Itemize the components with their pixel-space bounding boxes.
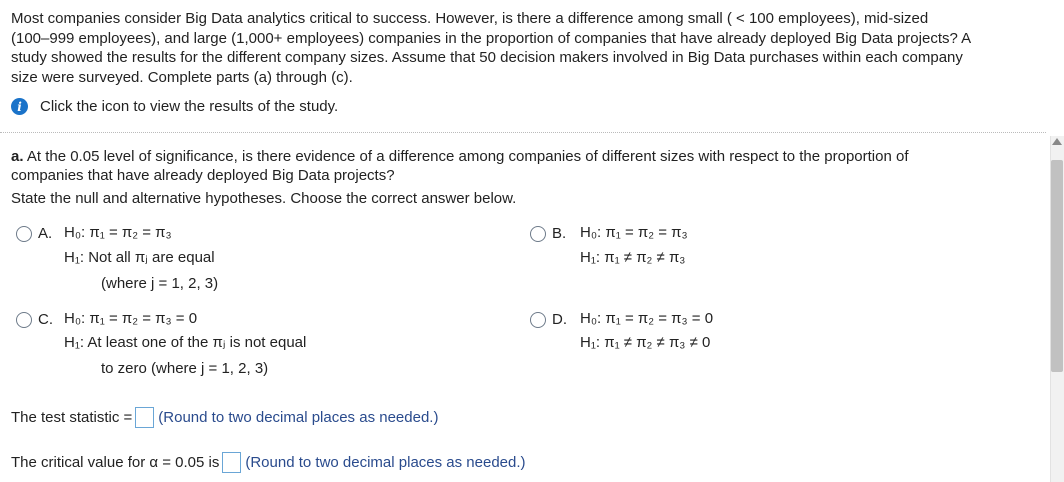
section-divider — [0, 132, 1046, 133]
question-a-text-cont: companies that have already deployed Big Data projects? — [11, 167, 395, 184]
option-d-letter: D. — [552, 311, 567, 328]
info-icon[interactable]: i — [11, 98, 28, 115]
question-a — [11, 147, 1041, 185]
study-results-link-row — [11, 98, 338, 115]
critical-value-label: The critical value for α = 0.05 is — [11, 454, 220, 471]
question-a-text: At the 0.05 level of significance, is there evidence of a difference among companies of different sizes with respect to the proportion of — [26, 148, 909, 165]
critical-value-row — [11, 452, 526, 473]
option-d-alt-hypothesis: H₁: π₁ ≠ π₂ ≠ π₃ ≠ 0 — [580, 334, 711, 351]
critical-value-input[interactable] — [222, 452, 241, 473]
option-d-radio[interactable] — [530, 312, 546, 328]
option-c-alt-hypothesis: H₁: At least one of the πⱼ is not equal — [64, 334, 307, 351]
option-b-alt-hypothesis: H₁: π₁ ≠ π₂ ≠ π₃ — [580, 249, 686, 266]
critical-value-hint: (Round to two decimal places as needed.) — [245, 454, 526, 471]
intro-line: (100–999 employees), and large (1,000+ employees) companies in the proportion of companies that have already deployed Big Data projects? A — [11, 29, 972, 47]
option-a-letter: A. — [38, 225, 53, 242]
scroll-up-arrow-icon[interactable] — [1052, 138, 1062, 145]
intro-line: size were surveyed. Complete parts (a) through (c). — [11, 68, 353, 86]
option-c-letter: C. — [38, 311, 53, 328]
problem-intro — [11, 9, 1051, 87]
option-a-radio[interactable] — [16, 226, 32, 242]
option-b-radio[interactable] — [530, 226, 546, 242]
test-statistic-label: The test statistic = — [11, 409, 133, 426]
option-c-null-hypothesis: H₀: π₁ = π₂ = π₃ = 0 — [64, 310, 198, 327]
test-statistic-row — [11, 407, 438, 428]
test-statistic-hint: (Round to two decimal places as needed.) — [158, 409, 439, 426]
hypothesis-instruction: State the null and alternative hypotheses. Choose the correct answer below. — [11, 190, 517, 207]
option-b-letter: B. — [552, 225, 567, 242]
option-d-null-hypothesis: H₀: π₁ = π₂ = π₃ = 0 — [580, 310, 714, 327]
option-a-alt-hypothesis: H₁: Not all πⱼ are equal — [64, 249, 215, 266]
intro-line: study showed the results for the different company sizes. Assume that 50 decision makers involved in Big Data purchases within each company — [11, 49, 963, 66]
option-c-radio[interactable] — [16, 312, 32, 328]
test-statistic-input[interactable] — [135, 407, 154, 428]
option-b-null-hypothesis: H₀: π₁ = π₂ = π₃ — [580, 224, 688, 241]
question-a-label: a. — [11, 148, 24, 165]
option-c-alt-hypothesis-cont: to zero (where j = 1, 2, 3) — [101, 360, 269, 377]
intro-line: Most companies consider Big Data analytics critical to success. However, is there a difference among small ( < 100 employees), mid-sized — [11, 10, 929, 27]
scrollbar-thumb[interactable] — [1051, 160, 1063, 372]
study-results-link-text: Click the icon to view the results of the study. — [40, 98, 339, 115]
option-a-null-hypothesis: H₀: π₁ = π₂ = π₃ — [64, 224, 172, 241]
option-a-alt-hypothesis-cont: (where j = 1, 2, 3) — [101, 275, 219, 292]
